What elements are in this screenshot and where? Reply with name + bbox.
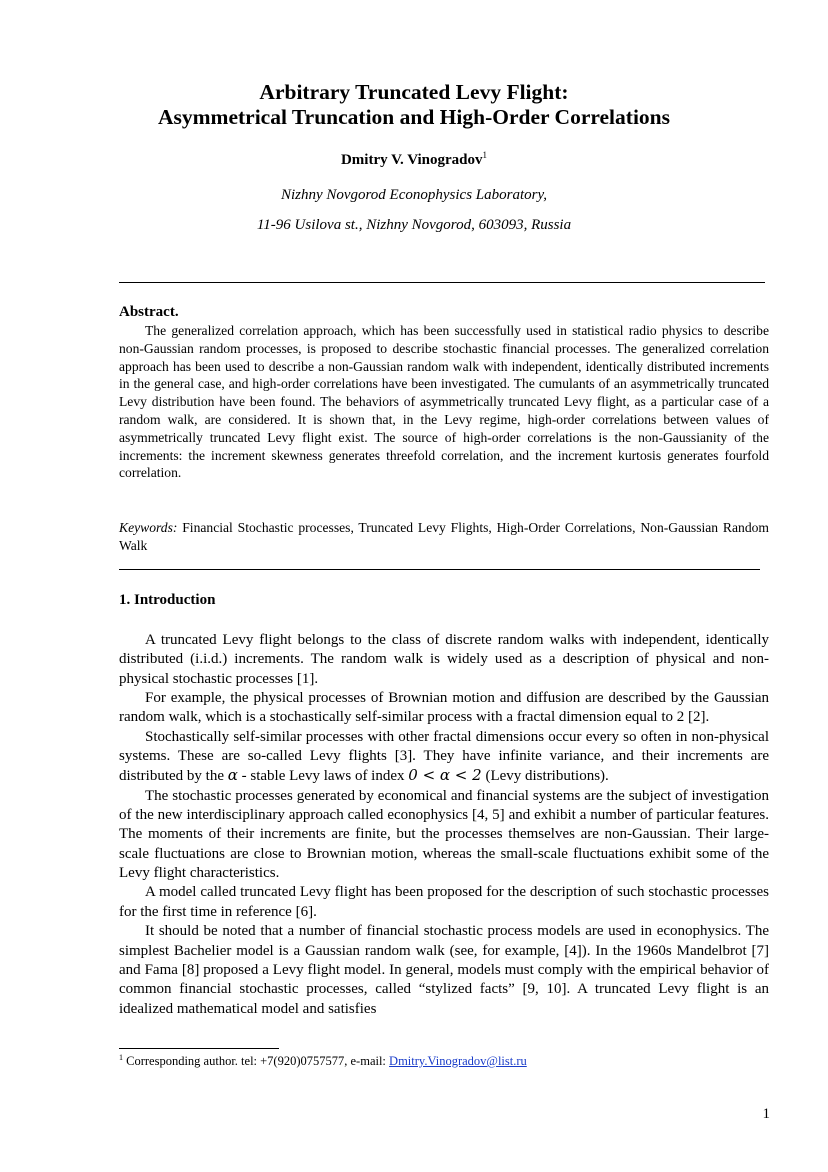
keywords-text: Financial Stochastic processes, Truncated Levy Flights, High-Order Correlations, Non-Gaussian Random Walk	[119, 520, 769, 553]
affiliation-line-1: Nizhny Novgorod Econophysics Laboratory,	[280, 187, 548, 203]
intro-paragraph-1: A truncated Levy flight belongs to the class of discrete random walks with independent, identically distributed (i.i.d.) increments. The random walk is widely used as a description of physical and non-physical stochastic processes [1].	[119, 632, 769, 687]
top-divider	[119, 282, 765, 283]
alpha-range: 0 < α < 2	[408, 766, 482, 785]
footnote	[119, 1053, 527, 1069]
intro-p3-text-a: Stochastically self-similar processes with other fractal dimensions occur every so often in non-physical systems. These are so-called Levy flights [3]. They have infinite variance, and their increments are distributed by the	[119, 728, 769, 785]
intro-p3-text-c: (Levy distributions).	[481, 768, 609, 785]
author-footnote-mark[interactable]: 1	[482, 150, 488, 160]
email-link[interactable]: Dmitry.Vinogradov@list.ru	[389, 1054, 527, 1069]
author	[0, 150, 828, 169]
affiliation-line-2: 11-96 Usilova st., Nizhny Novgorod, 603093, Russia	[256, 217, 572, 233]
author-name: Dmitry V. Vinogradov	[340, 152, 483, 168]
keywords	[119, 519, 769, 555]
intro-paragraph-4: The stochastic processes generated by economical and financial systems are the subject of investigation of the new interdisciplinary approach called econophysics [4, 5] and exhibit a number of particular features. The moments of their increments are finite, but the processes themselves are non-Gaussian. Their large-scale fluctuations are close to Brownian motion, whereas the small-scale fluctuations exhibit some of the Levy flight characteristics.	[119, 787, 769, 882]
intro-paragraph-5: A model called truncated Levy flight has been proposed for the description of such stochastic processes for the first time in reference [6].	[119, 884, 769, 920]
footnote-text: Corresponding author. tel: +7(920)0757577, e-mail:	[123, 1054, 390, 1069]
introduction-body	[119, 631, 769, 1019]
footnote-mark: 1	[119, 1053, 123, 1062]
intro-p3-text-b: - stable Levy laws of index	[237, 768, 409, 785]
footnote-divider	[119, 1048, 279, 1049]
abstract-text: The generalized correlation approach, which has been successfully used in statistical radio physics to describe non-Gaussian random processes, is proposed to describe stochastic financial processes. The generalized correlation approach has been used to describe a non-Gaussian random walk with independent, identically distributed increments in the general case, and high-order correlations have been investigated. The cumulants of an asymmetrically truncated Levy distribution have been found. The behaviors of asymmetrically truncated Levy flight, as a particular case of a random walk, are considered. It is shown that, in the Levy regime, high-order correlations between values of asymmetrically truncated Levy flight exist. The source of high-order correlations is the non-Gaussianity of the increments: the increment skewness generates threefold correlation, and the increment kurtosis generates fourfold correlation.	[119, 323, 769, 481]
keywords-label: Keywords:	[119, 520, 178, 535]
intro-paragraph-3	[119, 728, 769, 787]
bottom-divider	[119, 569, 760, 570]
intro-paragraph-2: For example, the physical processes of Brownian motion and diffusion are described by the Gaussian random walk, which is a stochastically self-similar process with a fractal dimension equal to 2 [2].	[119, 690, 769, 726]
abstract-heading: Abstract.	[119, 304, 179, 320]
abstract-body	[119, 322, 769, 482]
page-number: 1	[762, 1106, 770, 1122]
section-heading: 1. Introduction	[119, 592, 216, 608]
paper-title-line-2: Asymmetrical Truncation and High-Order Correlations	[158, 105, 670, 129]
intro-paragraph-6: It should be noted that a number of financial stochastic process models are used in econophysics. The simplest Bachelier model is a Gaussian random walk (see, for example, [4]). In the 1960s Mandelbrot [7] and Fama [8] proposed a Levy flight model. In general, models must comply with the empirical behavior of common financial stochastic processes, called “stylized facts” [9, 10]. A truncated Levy flight is an idealized mathematical model and satisfies	[119, 923, 769, 1017]
alpha-symbol: α	[227, 766, 238, 785]
paper-title-line-1: Arbitrary Truncated Levy Flight:	[259, 80, 569, 104]
